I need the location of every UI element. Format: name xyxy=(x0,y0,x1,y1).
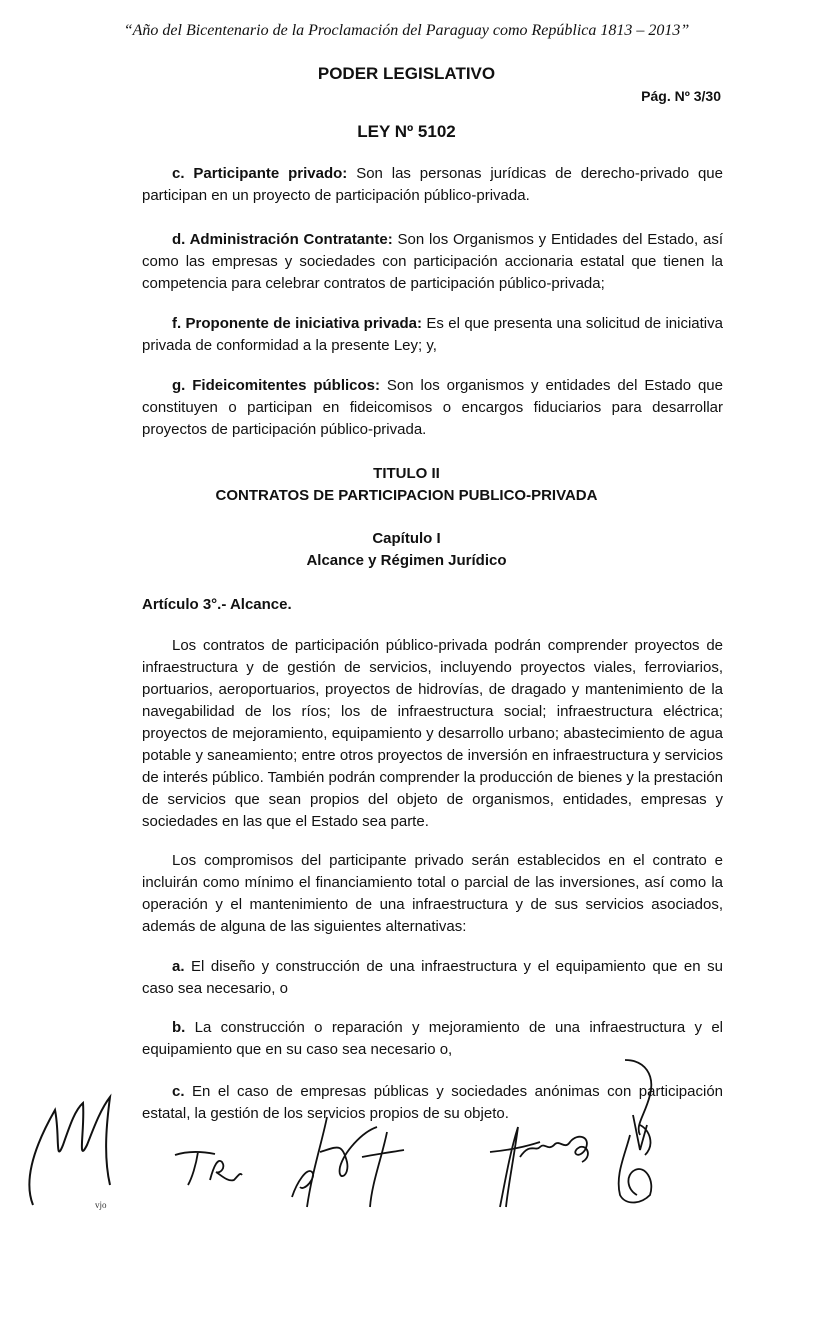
chapter-name: Alcance y Régimen Jurídico xyxy=(306,552,507,569)
signature-right xyxy=(470,1112,600,1212)
page-motto: “Año del Bicentenario de la Proclamación del Paraguay como República 1813 – 2013” xyxy=(123,22,690,39)
signature-initials xyxy=(170,1140,260,1190)
definition-text: Son los organismos y entidades del Estado que constituyen o participan en fideicomisos o encargos fiduciarios para desarrollar proyectos de participación público-privada. xyxy=(142,377,723,438)
alternative-a xyxy=(142,956,723,1000)
typist-initials: vjo xyxy=(95,1200,107,1210)
definition-text: Son las personas jurídicas de derecho-privado que participan en un proyecto de participación público-privada. xyxy=(142,165,723,204)
alternative-text: En el caso de empresas públicas y sociedades anónimas con participación estatal, la gestión de los servicios propios de su objeto. xyxy=(142,1083,723,1122)
definition-term: d. Administración Contratante: xyxy=(172,231,393,248)
signature-far-right xyxy=(595,1055,675,1215)
definition-term: c. Participante privado: xyxy=(172,165,348,182)
signature-left xyxy=(15,1085,125,1215)
chapter-number: Capítulo I xyxy=(372,530,441,547)
definition-f xyxy=(142,313,723,357)
law-title: LEY Nº 5102 xyxy=(357,122,456,141)
definition-term: g. Fideicomitentes públicos: xyxy=(172,377,381,394)
alternative-letter: b. xyxy=(172,1019,186,1036)
article-paragraph-1: Los contratos de participación público-privada podrán comprender proyectos de infraestructura y de gestión de servicios, incluyendo proyectos viales, ferroviarios, portuarios, aeroportuarios, proyectos de hidrovías, de dragado y mantenimiento de la navegabilidad de los ríos; los de infraestructura social; infraestructura eléctrica; proyectos de mejoramiento, equipamiento y desarrollo urbano; abastecimiento de agua potable y saneamiento; entre otros proyectos de inversión en infraestructura y servicios de interés público. También podrán comprender la producción de bienes y la prestación de servicios que sean propios del objeto de organismos, entidades, empresas y sociedades en las que el Estado sea parte. xyxy=(142,637,723,830)
definition-text: Es el que presenta una solicitud de iniciativa privada de conformidad a la presente Ley; y, xyxy=(142,315,723,354)
title-name: CONTRATOS DE PARTICIPACION PUBLICO-PRIVADA xyxy=(215,487,598,504)
definition-term: f. Proponente de iniciativa privada: xyxy=(172,315,423,332)
signature-center xyxy=(282,1112,412,1212)
definition-g xyxy=(142,375,723,441)
title-number: TITULO II xyxy=(373,465,440,482)
alternative-letter: a. xyxy=(172,958,185,975)
article-paragraph-2: Los compromisos del participante privado serán establecidos en el contrato e incluirán como mínimo el financiamiento total o parcial de las inversiones, así como la operación y el mantenimiento de una infraestructura y de sus servicios asociados, además de alguna de las siguientes alternativas: xyxy=(142,852,723,935)
alternative-text: La construcción o reparación y mejoramiento de una infraestructura y el equipamiento que en su caso sea necesario o, xyxy=(142,1019,723,1058)
alternative-text: El diseño y construcción de una infraestructura y el equipamiento que en su caso sea necesario, o xyxy=(142,958,723,997)
institution-heading: PODER LEGISLATIVO xyxy=(317,64,496,83)
definition-c xyxy=(142,163,723,207)
article-heading: Artículo 3°.- Alcance. xyxy=(142,596,292,613)
definition-text: Son los Organismos y Entidades del Estado, así como las empresas y sociedades con participación accionaria estatal que tienen la competencia para celebrar contratos de participación público-privada; xyxy=(142,231,723,292)
page-number: Pág. Nº 3/30 xyxy=(641,88,721,104)
alternative-letter: c. xyxy=(172,1083,185,1100)
definition-d xyxy=(142,229,723,295)
